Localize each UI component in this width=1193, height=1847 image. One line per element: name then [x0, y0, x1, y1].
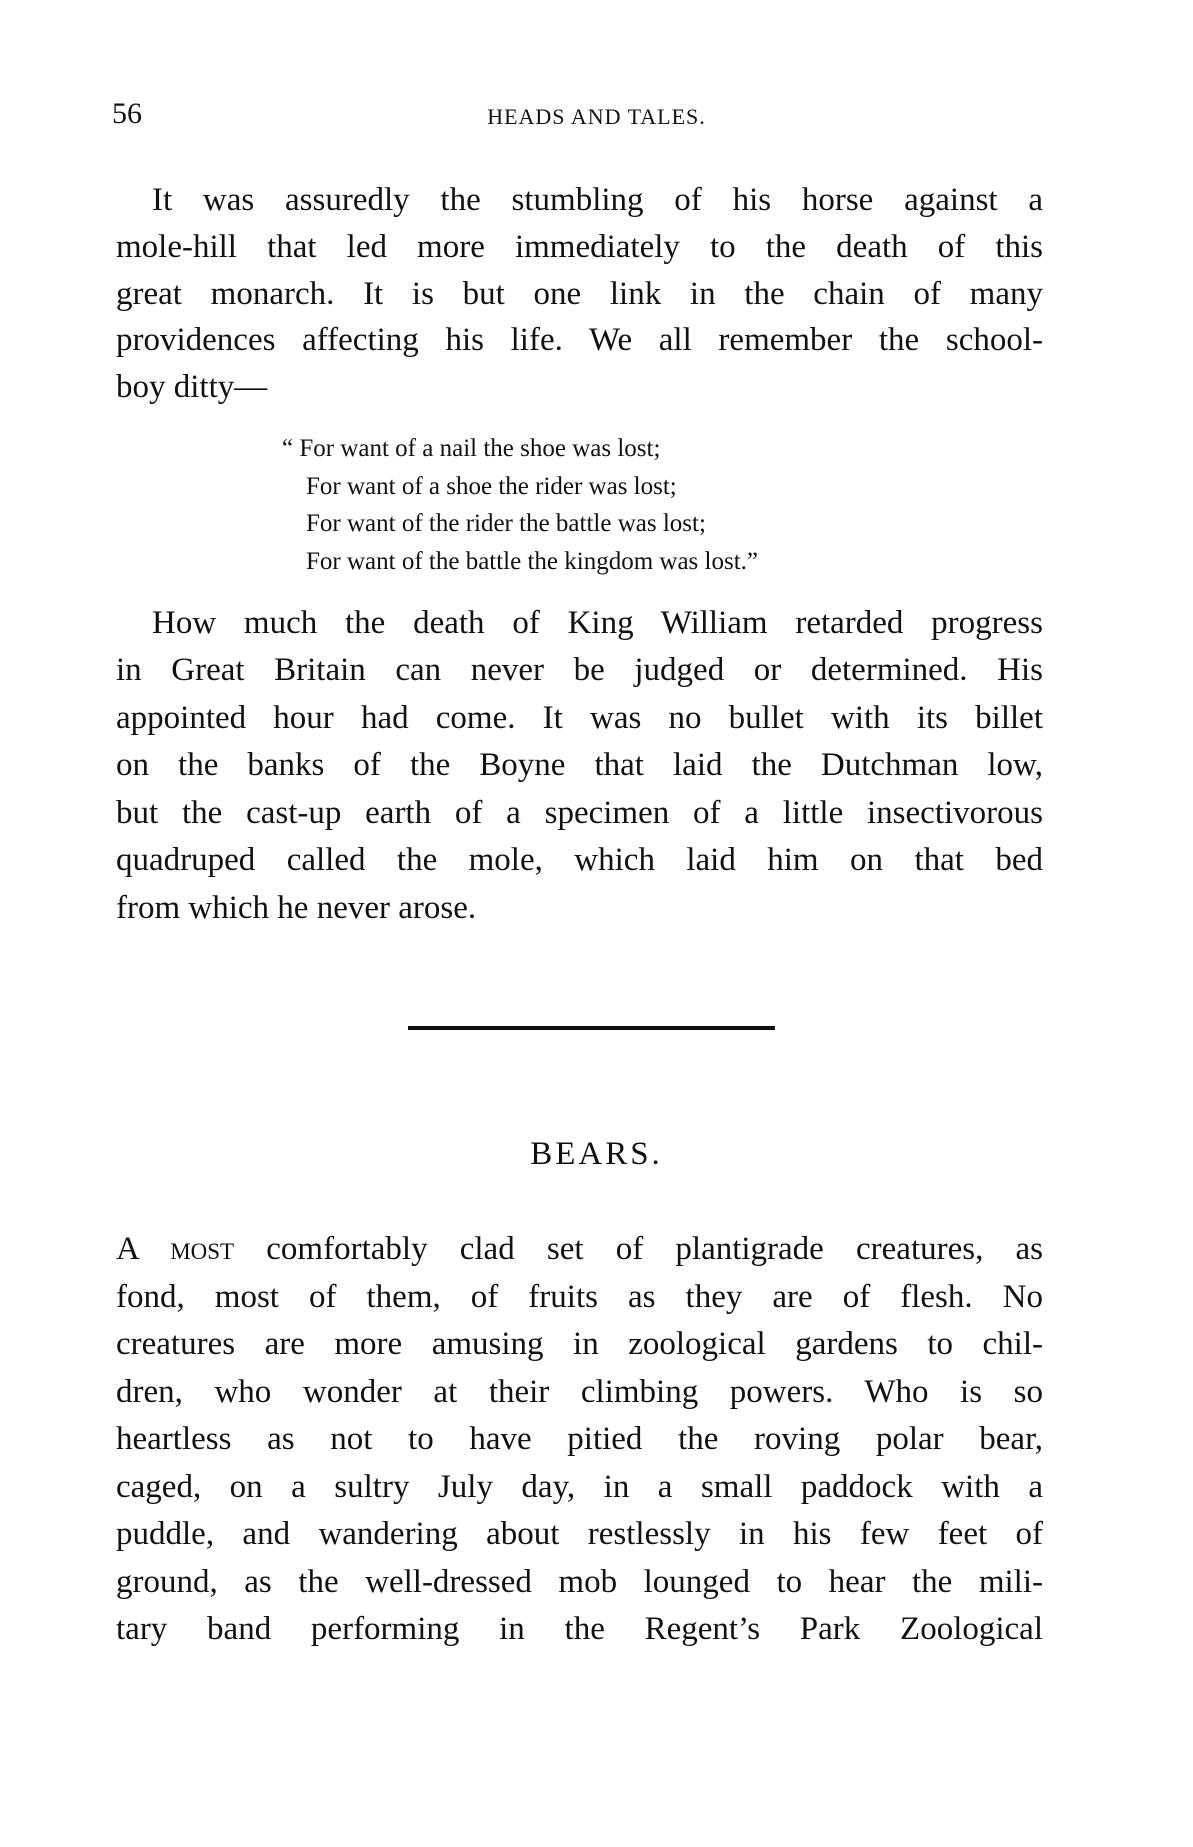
- text-line: but the cast-up earth of a specimen of a little insectivorous: [116, 795, 1043, 831]
- text-line: quadruped called the mole, which laid him on that bed: [116, 842, 1043, 878]
- section-divider: [408, 1026, 775, 1030]
- text-line: It was assuredly the stumbling of his horse against a: [152, 182, 1043, 218]
- text-line: tary band performing in the Regent’s Park Zoological: [116, 1611, 1043, 1647]
- text-line: fond, most of them, of fruits as they are of flesh. No: [116, 1279, 1043, 1315]
- poem-line: For want of a shoe the rider was lost;: [306, 473, 677, 500]
- poem-line: For want of the battle the kingdom was lost.”: [306, 548, 759, 575]
- text-line: [116, 1229, 1043, 1269]
- text-line: providences affecting his life. We all remember the school-: [116, 322, 1043, 358]
- text-line: dren, who wonder at their climbing powers. Who is so: [116, 1374, 1043, 1410]
- text-line: appointed hour had come. It was no bullet with its billet: [116, 700, 1043, 736]
- running-title: HEADS AND TALES.: [487, 104, 706, 129]
- text-line: How much the death of King William retarded progress: [152, 605, 1043, 641]
- text-line: puddle, and wandering about restlessly in his few feet of: [116, 1516, 1043, 1552]
- text-line: mole-hill that led more immediately to the death of this: [116, 229, 1043, 265]
- text-line: great monarch. It is but one link in the chain of many: [116, 276, 1043, 312]
- text-line: heartless as not to have pitied the roving polar bear,: [116, 1421, 1043, 1457]
- poem-line: “ For want of a nail the shoe was lost;: [282, 435, 661, 462]
- text-line: on the banks of the Boyne that laid the Dutchman low,: [116, 747, 1043, 783]
- text-line-rest: comfortably clad set of plantigrade creatures, as: [234, 1231, 1044, 1267]
- initial: A: [116, 1231, 139, 1267]
- text-line: creatures are more amusing in zoological gardens to chil-: [116, 1326, 1043, 1362]
- small-caps-word: most: [170, 1231, 235, 1267]
- page-number: 56: [112, 97, 142, 130]
- text-line: from which he never arose.: [116, 890, 477, 926]
- text-line: boy ditty—: [116, 369, 268, 405]
- text-line: caged, on a sultry July day, in a small paddock with a: [116, 1469, 1043, 1505]
- text-line: ground, as the well-dressed mob lounged to hear the mili-: [116, 1564, 1043, 1600]
- section-title: BEARS.: [530, 1136, 663, 1172]
- poem-line: For want of the rider the battle was lost;: [306, 510, 706, 537]
- text-line: in Great Britain can never be judged or determined. His: [116, 652, 1043, 688]
